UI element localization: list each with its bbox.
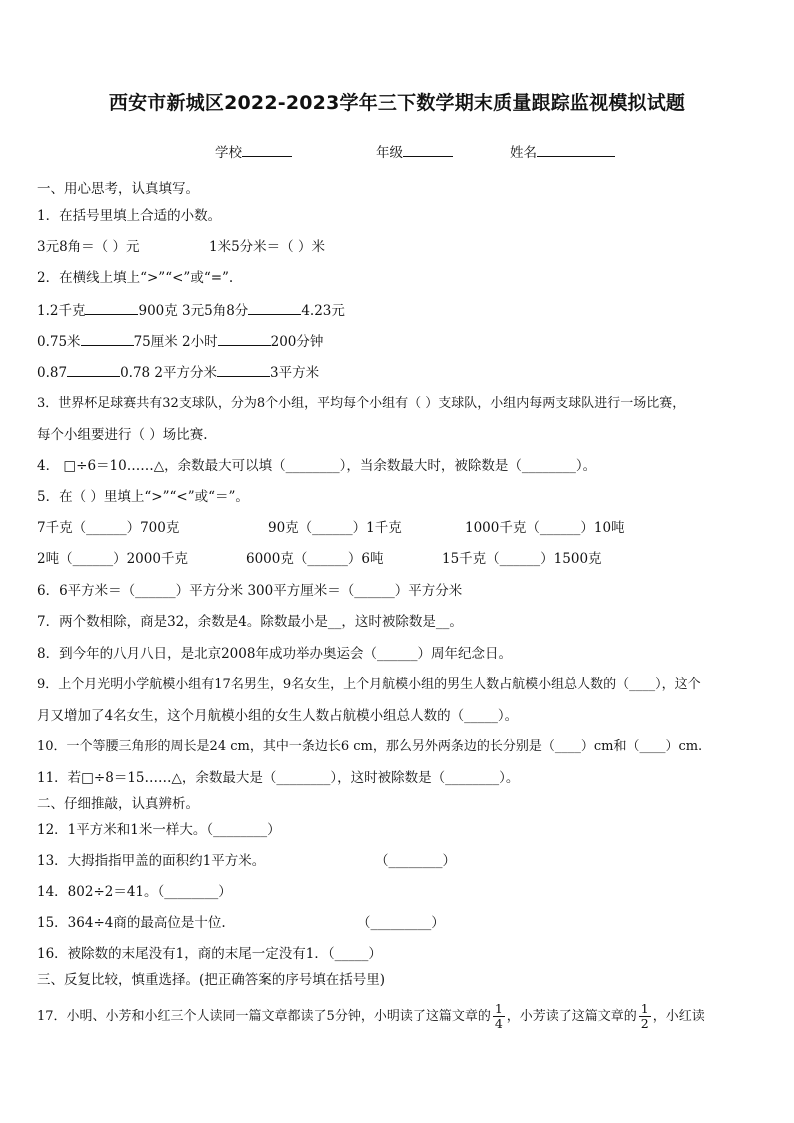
school-field (215, 141, 292, 161)
question-9-line-2: 月又增加了4名女生，这个月航模小组的女生人数占航模小组总人数的（_____）。 (37, 708, 519, 724)
question-5-r2-a: 2吨（______）2000千克 (37, 551, 188, 567)
question-13: 13．大拇指指甲盖的面积约1平方米。 (37, 853, 266, 869)
question-17: 17．小明、小芳和小红三个人读同一篇文章都读了5分钟，小明读了这篇文章的 $\frac{1}{4}$ ，小芳读了这篇文章的 $\frac{1}{2}$ ，小红读 (37, 1001, 705, 1031)
name-field (510, 141, 615, 161)
question-5-r2-b: 6000克（______）6吨 (246, 551, 384, 567)
question-5-r1-b: 90克（______）1千克 (268, 520, 402, 536)
question-2-row-3: 0.87 0.78 2平方分米 3平方米 (37, 362, 319, 383)
question-15: 15．364÷4商的最高位是十位. (37, 915, 226, 931)
section-2-heading: 二、仔细推敲，认真辨析。 (37, 796, 199, 812)
question-1-a: 3元8角＝（ ）元 (37, 239, 140, 255)
fraction-one-quarter: $\frac{1}{4}$ (494, 1001, 503, 1031)
answer-blank[interactable] (85, 300, 138, 315)
grade-label: 年级 (376, 145, 403, 161)
school-label: 学校 (215, 145, 242, 161)
answer-blank[interactable] (248, 300, 301, 315)
question-11: 11．若□÷8＝15……△，余数最大是（________），这时被除数是（________）。 (37, 770, 520, 786)
school-blank[interactable] (242, 142, 292, 157)
question-8: 8．到今年的八月八日，是北京2008年成功举办奥运会（______）周年纪念日。 (37, 646, 512, 662)
question-5: 5．在（ ）里填上“>”“<”或“＝”。 (37, 489, 249, 505)
name-label: 姓名 (510, 145, 537, 161)
question-10: 10．一个等腰三角形的周长是24 cm，其中一条边长6 cm，那么另外两条边的长分别是（____）cm和（____）cm. (37, 739, 703, 754)
grade-blank[interactable] (403, 142, 453, 157)
question-5-r2-c: 15千克（______）1500克 (442, 551, 602, 567)
question-15-blank[interactable]: （_________） (357, 915, 445, 931)
section-1-heading: 一、用心思考，认真填写。 (37, 181, 199, 197)
answer-blank[interactable] (217, 362, 270, 377)
question-4: 4． □÷6＝10……△，余数最大可以填（________），当余数最大时，被除数是（________）。 (37, 458, 597, 474)
question-12: 12．1平方米和1米一样大。（________） (37, 822, 281, 838)
question-2-row-1: 1.2千克 900克 3元5角8分 4.23元 (37, 300, 345, 321)
question-16: 16．被除数的末尾没有1，商的末尾一定没有1．（_____） (37, 946, 382, 962)
question-3-line-2: 每个小组要进行（ ）场比赛. (37, 427, 208, 443)
question-1-b: 1米5分米＝（ ）米 (209, 239, 325, 255)
question-2: 2．在横线上填上“>”“<”或“=”. (37, 270, 234, 286)
fraction-one-half: $\frac{1}{2}$ (640, 1001, 649, 1031)
grade-field (376, 141, 453, 161)
answer-blank[interactable] (81, 331, 134, 346)
question-14: 14．802÷2＝41。（________） (37, 884, 232, 900)
question-1: 1．在括号里填上合适的小数。 (37, 208, 222, 224)
question-13-blank[interactable]: （________） (375, 853, 456, 869)
question-7: 7．两个数相除，商是32，余数是4。除数最小是__，这时被除数是__。 (37, 614, 463, 630)
section-3-heading: 三、反复比较，慎重选择。(把正确答案的序号填在括号里) (37, 972, 386, 988)
answer-blank[interactable] (218, 331, 271, 346)
name-blank[interactable] (537, 142, 615, 157)
page-title: 西安市新城区2022-2023学年三下数学期末质量跟踪监视模拟试题 (108, 92, 686, 114)
question-5-r1-a: 7千克（______）700克 (37, 520, 180, 536)
answer-blank[interactable] (67, 362, 120, 377)
question-6: 6．6平方米＝（______）平方分米 300平方厘米＝（______）平方分米 (37, 583, 463, 599)
question-2-row-2: 0.75米 75厘米 2小时 200分钟 (37, 331, 323, 352)
question-5-r1-c: 1000千克（______）10吨 (465, 520, 625, 536)
question-9-line-1: 9．上个月光明小学航模小组有17名男生，9名女生，上个月航模小组的男生人数占航模小组总人数的（____），这个 (37, 677, 701, 692)
question-3-line-1: 3．世界杯足球赛共有32支球队，分为8个小组，平均每个小组有（ ）支球队，小组内每两支球队进行一场比赛， (37, 396, 686, 411)
